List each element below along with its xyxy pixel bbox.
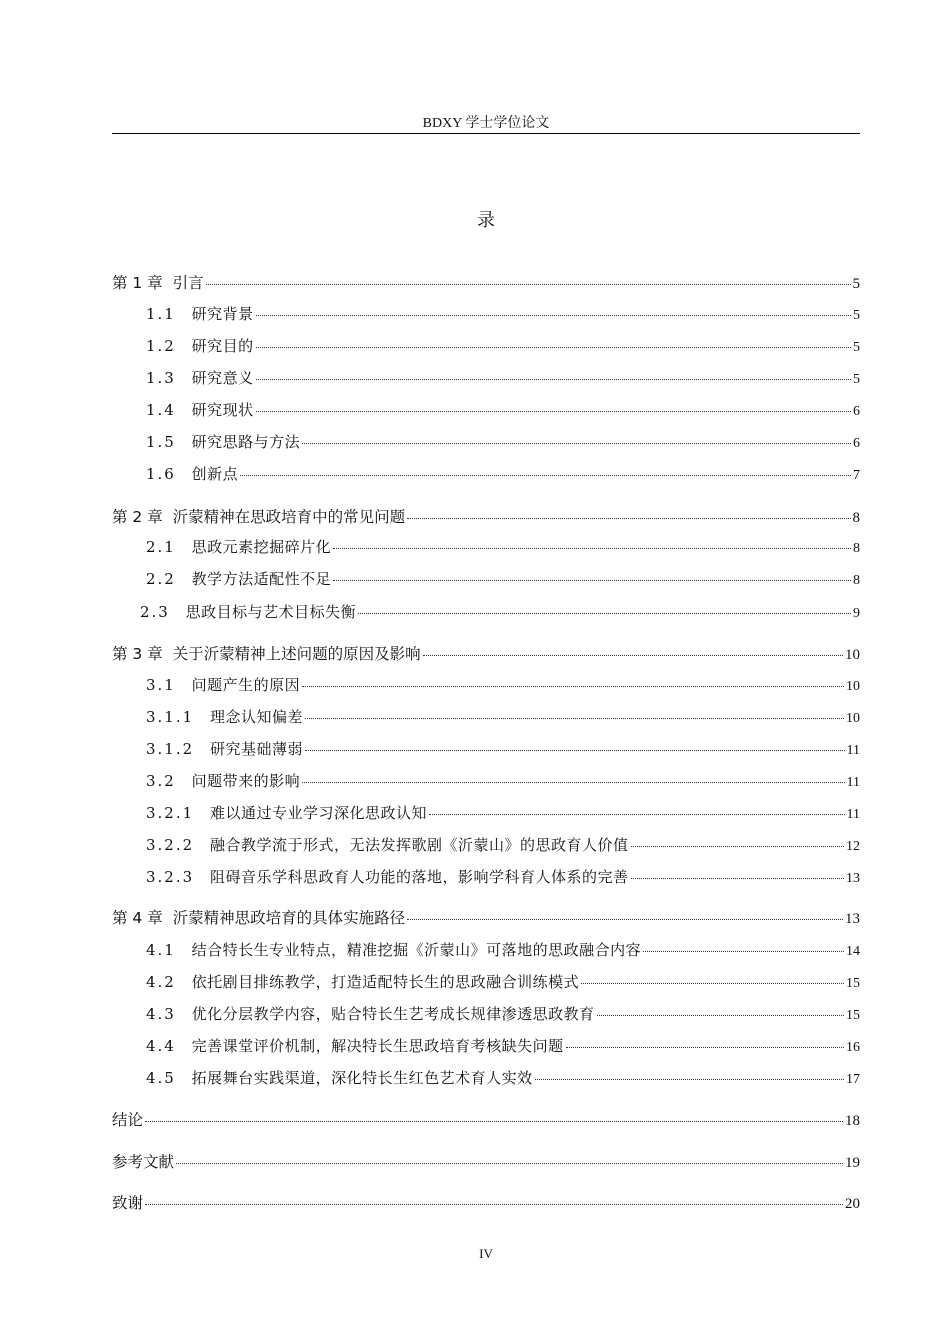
dot-leader	[145, 1204, 843, 1205]
dot-leader	[256, 315, 851, 316]
toc-entry-title: 参考文献	[112, 1153, 175, 1171]
toc-entry[interactable]	[146, 1003, 860, 1024]
toc-entry-number: 4.3	[146, 1005, 176, 1023]
toc-entry[interactable]	[146, 939, 860, 960]
toc-entry-page: 15	[846, 976, 860, 991]
toc-entry-label	[146, 939, 641, 960]
toc-entry-page: 10	[846, 679, 860, 694]
toc-entry-label	[146, 770, 300, 791]
dot-leader	[256, 379, 851, 380]
dot-leader	[631, 878, 845, 879]
toc-entry-title: 结论	[112, 1111, 144, 1129]
toc-entry[interactable]	[146, 802, 860, 823]
dot-leader	[206, 284, 851, 285]
toc-entry[interactable]	[146, 738, 860, 759]
toc-entry-title: 研究背景	[191, 305, 254, 323]
toc-entry-number: 1.6	[146, 465, 176, 483]
toc-entry-number: 2.1	[146, 538, 176, 556]
dot-leader	[302, 782, 844, 783]
toc-entry[interactable]	[112, 906, 860, 928]
toc-entry-title: 完善课堂评价机制，解决特长生思政培育考核缺失问题	[191, 1037, 564, 1055]
toc-entry-title: 难以通过专业学习深化思政认知	[209, 804, 427, 822]
dot-leader	[358, 613, 851, 614]
dot-leader	[333, 548, 851, 549]
toc-entry-label	[140, 601, 356, 622]
dot-leader	[302, 686, 844, 687]
toc-entry[interactable]	[146, 568, 860, 589]
toc-entry-title: 沂蒙精神在思政培育中的常见问题	[172, 508, 406, 526]
toc-entry-label	[146, 1067, 533, 1088]
toc-entry-number: 1.1	[146, 305, 176, 323]
toc-entry-title: 拓展舞台实践渠道，深化特长生红色艺术育人实效	[191, 1069, 533, 1087]
toc-entry[interactable]	[146, 367, 860, 388]
toc-entry-number: 4.2	[146, 973, 176, 991]
toc-entry-number: 2.2	[146, 570, 176, 588]
toc-entry[interactable]	[146, 971, 860, 992]
dot-leader	[423, 655, 843, 656]
toc-entry-title: 阻碍音乐学科思政育人功能的落地，影响学科育人体系的完善	[209, 868, 629, 886]
toc-entry-number: 1.2	[146, 337, 176, 355]
dot-leader	[333, 580, 851, 581]
toc-entry-label	[146, 431, 300, 452]
dot-leader	[145, 1121, 843, 1122]
toc-entry[interactable]	[140, 601, 860, 622]
toc-entry[interactable]	[146, 431, 860, 452]
dot-leader	[407, 919, 843, 920]
toc-entry-label	[146, 866, 629, 887]
dot-leader	[305, 750, 845, 751]
toc-entry-title: 融合教学流于形式，无法发挥歌剧《沂蒙山》的思政育人价值	[209, 836, 629, 854]
toc-entry[interactable]	[112, 1108, 860, 1130]
toc-entry-title: 研究思路与方法	[191, 433, 301, 451]
toc-entry-number: 2.3	[140, 603, 170, 621]
toc-entry-page: 8	[853, 541, 860, 556]
toc-entry-number: 1.5	[146, 433, 176, 451]
toc-entry-label	[146, 303, 254, 324]
toc-entry-number: 第 4 章	[112, 909, 163, 927]
toc-entry-page: 15	[846, 1008, 860, 1023]
toc-entry[interactable]	[146, 463, 860, 484]
toc-entry-number: 第 3 章	[112, 645, 163, 663]
page-title: 录	[477, 210, 495, 231]
toc-entry-page: 10	[846, 711, 860, 726]
toc-entry-title: 结合特长生专业特点，精准挖掘《沂蒙山》可落地的思政融合内容	[191, 941, 642, 959]
toc-entry-page: 9	[853, 606, 860, 621]
toc-entry-number: 1.3	[146, 369, 176, 387]
toc-entry-title: 问题带来的影响	[191, 772, 301, 790]
toc-entry-title: 教学方法适配性不足	[191, 570, 332, 588]
toc-entry-label	[146, 1003, 595, 1024]
toc-entry-number: 3.1.1	[146, 708, 195, 726]
toc-entry-page: 13	[846, 871, 860, 886]
toc-entry[interactable]	[146, 674, 860, 695]
running-header: BDXY 学士学位论文	[422, 116, 550, 131]
toc-entry-title: 理念认知偏差	[209, 708, 303, 726]
toc-entry-title: 致谢	[112, 1194, 144, 1212]
toc-entry-title: 引言	[172, 274, 204, 292]
toc-entry[interactable]	[112, 1150, 860, 1172]
toc-entry-page: 10	[845, 647, 860, 663]
toc-entry-number: 3.1.2	[146, 740, 195, 758]
dot-leader	[256, 347, 851, 348]
toc-entry-label	[146, 802, 427, 823]
toc-entry-title: 问题产生的原因	[191, 676, 301, 694]
dot-leader	[581, 983, 844, 984]
toc-entry-title: 研究意义	[191, 369, 254, 387]
dot-leader	[535, 1079, 844, 1080]
toc-entry[interactable]	[146, 834, 860, 855]
toc-entry-label	[146, 1035, 564, 1056]
toc-entry[interactable]	[112, 271, 860, 293]
toc-entry-page: 11	[846, 775, 860, 790]
dot-leader	[305, 718, 844, 719]
toc-entry-page: 7	[853, 468, 860, 483]
toc-entry[interactable]	[146, 335, 860, 356]
toc-entry-number: 3.2.3	[146, 868, 195, 886]
toc-entry-label	[112, 271, 204, 293]
toc-entry-page: 8	[853, 573, 860, 588]
toc-entry-number: 4.1	[146, 941, 176, 959]
toc-entry-label	[146, 335, 254, 356]
toc-entry-number: 第 1 章	[112, 274, 163, 292]
toc-entry-page: 16	[846, 1040, 860, 1055]
toc-entry[interactable]	[146, 303, 860, 324]
toc-entry-label	[146, 674, 300, 695]
toc-entry-page: 5	[853, 340, 860, 355]
toc-entry[interactable]	[146, 706, 860, 727]
toc-entry-number: 4.5	[146, 1069, 176, 1087]
toc-entry-label	[146, 463, 238, 484]
toc-entry-title: 研究基础薄弱	[209, 740, 303, 758]
toc-entry-title: 关于沂蒙精神上述问题的原因及影响	[172, 645, 421, 663]
toc-entry-number: 3.1	[146, 676, 176, 694]
toc-entry-page: 6	[853, 436, 860, 451]
toc-entry-number: 3.2	[146, 772, 176, 790]
toc-entry-label	[146, 738, 303, 759]
toc-entry-number: 第 2 章	[112, 508, 163, 526]
dot-leader	[631, 846, 845, 847]
toc-entry-label	[146, 568, 331, 589]
toc-entry[interactable]	[146, 1035, 860, 1056]
toc-entry-label	[112, 505, 405, 527]
toc-entry-page: 14	[846, 944, 860, 959]
toc-entry-page: 11	[846, 743, 860, 758]
toc-entry-page: 5	[852, 276, 860, 292]
dot-leader	[566, 1047, 844, 1048]
toc-entry-label	[146, 971, 579, 992]
toc-entry-page: 6	[853, 404, 860, 419]
toc-entry-label	[146, 706, 303, 727]
toc-entry-label	[146, 399, 254, 420]
toc-entry-number: 4.4	[146, 1037, 176, 1055]
toc-entry-label	[112, 642, 421, 664]
toc-entry-title: 依托剧目排练教学，打造适配特长生的思政融合训练模式	[191, 973, 580, 991]
toc-entry-title: 研究目的	[191, 337, 254, 355]
dot-leader	[597, 1015, 844, 1016]
toc-entry-title: 创新点	[191, 465, 239, 483]
toc-entry-title: 沂蒙精神思政培育的具体实施路径	[172, 909, 406, 927]
toc-entry-page: 20	[845, 1196, 860, 1212]
toc-entry[interactable]	[112, 642, 860, 664]
toc-entry[interactable]	[146, 536, 860, 557]
toc-entry-label	[146, 367, 254, 388]
dot-leader	[643, 951, 844, 952]
toc-entry[interactable]	[146, 770, 860, 791]
toc-entry-title: 思政目标与艺术目标失衡	[185, 603, 357, 621]
toc-entry[interactable]	[146, 866, 860, 887]
dot-leader	[407, 518, 850, 519]
toc-entry-label	[146, 536, 331, 557]
toc-entry-label	[112, 906, 405, 928]
toc-entry-label	[146, 834, 629, 855]
toc-entry-page: 19	[845, 1155, 860, 1171]
toc-entry-page: 11	[846, 807, 860, 822]
toc-entry-title: 研究现状	[191, 401, 254, 419]
toc-entry-page: 5	[853, 308, 860, 323]
toc-entry-page: 13	[845, 911, 860, 927]
dot-leader	[429, 814, 845, 815]
toc-entry[interactable]	[112, 1191, 860, 1213]
toc-entry[interactable]	[112, 505, 860, 527]
toc-entry-title: 思政元素挖掘碎片化	[191, 538, 332, 556]
toc-entry-title: 优化分层教学内容，贴合特长生艺考成长规律渗透思政教育	[191, 1005, 595, 1023]
toc-entry-page: 8	[852, 510, 860, 526]
dot-leader	[302, 443, 851, 444]
dot-leader	[240, 475, 851, 476]
dot-leader	[256, 411, 851, 412]
toc-entry-number: 3.2.1	[146, 804, 195, 822]
toc-entry-page: 5	[853, 372, 860, 387]
toc-entry-page: 18	[845, 1113, 860, 1129]
toc-entry[interactable]	[146, 1067, 860, 1088]
page-number: IV	[479, 1246, 493, 1261]
toc-entry-page: 17	[846, 1072, 860, 1087]
dot-leader	[176, 1163, 843, 1164]
toc-entry-number: 1.4	[146, 401, 176, 419]
toc-entry[interactable]	[146, 399, 860, 420]
toc-entry-page: 12	[846, 839, 860, 854]
toc-entry-number: 3.2.2	[146, 836, 195, 854]
